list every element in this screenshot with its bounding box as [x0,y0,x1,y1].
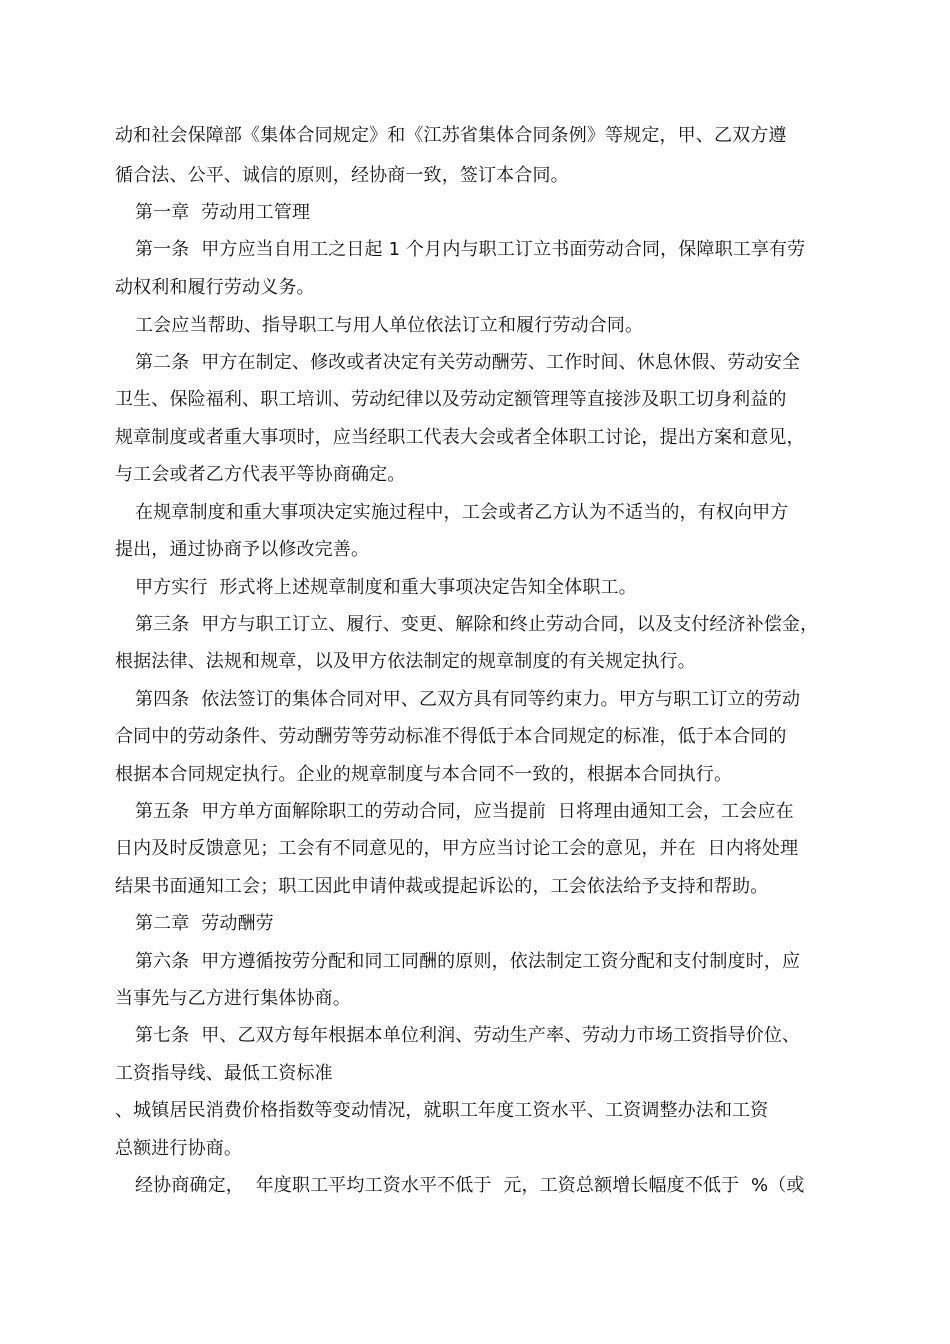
paragraph-line: 在规章制度和重大事项决定实施过程中，工会或者乙方认为不适当的，有权向甲方 [135,502,789,523]
paragraph-line: 工会应当帮助、指导职工与用人单位依法订立和履行劳动合同。 [135,315,644,336]
text-line: 合同中的劳动条件、劳动酬劳等劳动标准不得低于本合同规定的标准，低于本合同的 [115,726,787,747]
text-line: 根据本合同规定执行。企业的规章制度与本合同不一致的，根据本合同执行。 [115,764,733,785]
article-line: 第七条 甲、乙双方每年根据本单位利润、劳动生产率、劳动力市场工资指导价位、 [135,1025,801,1046]
chapter-heading: 第一章 劳动用工管理 [135,202,311,223]
text-line: 卫生、保险福利、职工培训、劳动纪律以及劳动定额管理等直接涉及职工切身利益的 [115,389,787,410]
text-line: 总额进行协商。 [115,1138,243,1159]
text-line: 、城镇居民消费价格指数等变动情况，就职工年度工资水平、工资调整办法和工资 [115,1100,769,1121]
text-line: 工资指导线、最低工资标准 [115,1063,333,1084]
article-line: 第三条 甲方与职工订立、履行、变更、解除和终止劳动合同，以及支付经济补偿金， [135,614,819,635]
article-line: 第四条 依法签订的集体合同对甲、乙双方具有同等约束力。甲方与职工订立的劳动 [135,689,801,710]
text-line: 与工会或者乙方代表平等协商确定。 [115,464,406,485]
article-line: 第五条 甲方单方面解除职工的劳动合同，应当提前 日将理由通知工会，工会应在 [135,801,794,822]
text-line: 日内及时反馈意见；工会有不同意见的，甲方应当讨论工会的意见，并在 日内将处理 [115,838,799,859]
text-line: 结果书面通知工会；职工因此申请仲裁或提起诉讼的，工会依法给予支持和帮助。 [115,876,769,897]
article-line: 第六条 甲方遵循按劳分配和同工同酬的原则，依法制定工资分配和支付制度时，应 [135,951,801,972]
article-line: 第一条 甲方应当自用工之日起 1 个月内与职工订立书面劳动合同，保障职工享有劳 [135,239,806,260]
text-line: 提出，通过协商予以修改完善。 [115,539,370,560]
text-line: 根据法律、法规和规章，以及甲方依法制定的规章制度的有关规定执行。 [115,651,696,672]
text-line: 动和社会保障部《集体合同规定》和《江苏省集体合同条例》等规定，甲、乙双方遵 [115,125,787,146]
text-line: 循合法、公平、诚信的原则，经协商一致，签订本合同。 [115,165,569,186]
text-line: 规章制度或者重大事项时，应当经职工代表大会或者全体职工讨论，提出方案和意见， [115,427,805,448]
chapter-heading: 第二章 劳动酬劳 [135,913,274,934]
paragraph-line: 甲方实行 形式将上述规章制度和重大事项决定告知全体职工。 [135,577,637,598]
text-line: 动权利和履行劳动义务。 [115,277,315,298]
text-line: 当事先与乙方进行集体协商。 [115,988,351,1009]
paragraph-line: 经协商确定， 年度职工平均工资水平不低于 元，工资总额增长幅度不低于 %（或 [135,1175,805,1196]
article-line: 第二条 甲方在制定、修改或者决定有关劳动酬劳、工作时间、休息休假、劳动安全 [135,352,801,373]
